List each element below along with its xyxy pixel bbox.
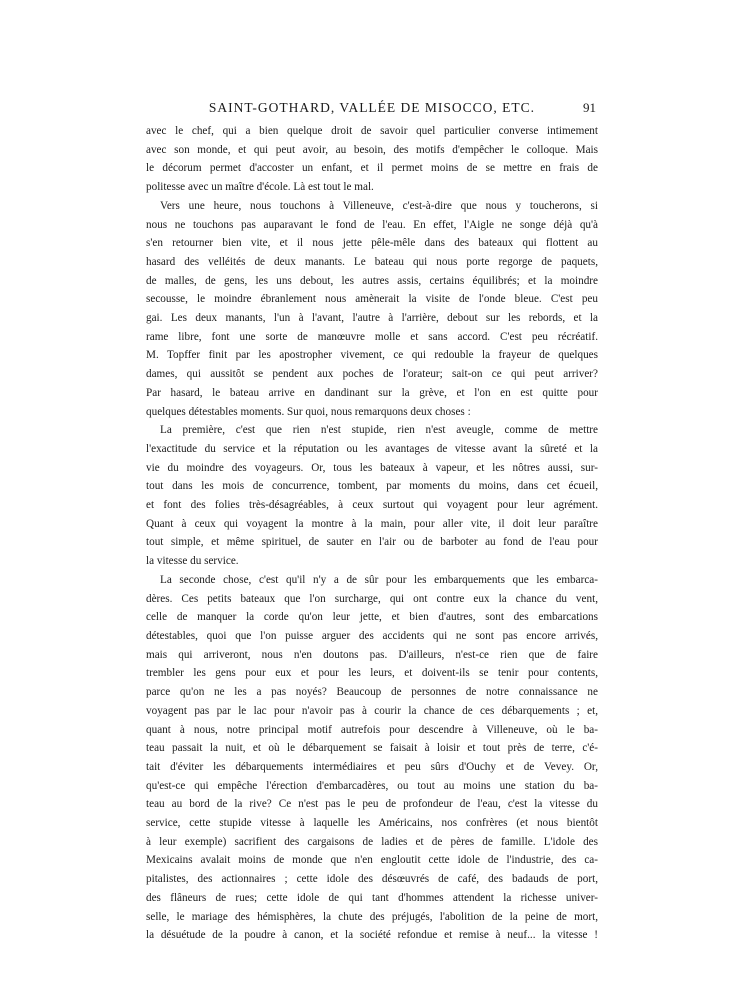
text-line: selle, le mariage des hémisphères, la chute des préjugés, l'abolition de la peine de mort, [146,910,598,923]
text-line: tout dans les mois de concurrence, tombent, par moments du moins, dans cet écueil, [146,480,598,493]
text-line: politesse avec un maître d'école. Là est tout le mal. [146,181,374,194]
text-line: teau au bord de la rive? Ce n'est pas le peu de profondeur de l'eau, c'est la vitesse du [146,798,598,811]
text-line: détestables, quoi que l'on puisse arguer des accidents qui ne sont pas encore arrivés, [146,629,598,642]
text-line: tout simple, et même spirituel, de sauter en l'air ou de barboter au fond de l'eau pour [146,536,598,549]
text-line: celle de manquer la corde qu'on leur jette, et bien d'autres, sont des embarcations [146,611,598,624]
text-line: parce qu'on ne les a pas noyés? Beaucoup de personnes de notre connaissance ne [146,686,598,699]
running-head-title: SAINT-GOTHARD, VALLÉE DE MISOCCO, ETC. [208,100,536,115]
text-line: avec le chef, qui a bien quelque droit de savoir quel particulier converse intimement [146,125,598,137]
text-line: l'exactitude du service et la réputation ou les avantages de vitesse avant la sûreté et la [146,442,598,455]
text-line: Vers une heure, nous touchons à Villeneuve, c'est-à-dire que nous y toucherons, si [160,199,598,212]
text-line: mais qui arriveront, nous n'en doutons pas. D'ailleurs, n'est-ce rien que de faire [146,648,598,661]
text-line: secousse, le moindre ébranlement nous amènerait la visite de l'onde bleue. C'est peu [146,293,598,306]
text-line: dames, qui aussitôt se pendent aux poches de l'orateur; sait-on ce qui peut arriver? [146,368,598,381]
text-line: nous ne touchons pas auparavant le fond de l'eau. En effet, l'Aigle ne songe déjà qu'à [146,218,598,231]
text-line: le décorum permet d'accoster un enfant, et il permet moins de se mettre en frais de [146,162,598,175]
text-line: service, cette stupide vitesse à laquelle les Américains, nos confrères (et nous bientôt [146,817,598,830]
text-line: avec son monde, et qui peut avoir, au besoin, des motifs d'empêcher le colloque. Mais [146,143,598,156]
text-line: pitalistes, des actionnaires ; cette idole des désœuvrés de café, des badauds de port, [146,873,598,886]
text-line: trembler les gens pour eux et pour les leurs, et doivent-ils se tenir pour contents, [146,667,598,680]
text-line: qu'est-ce qui empêche l'érection d'embarcadères, ou tout au moins une station du ba- [146,779,598,792]
text-line: quelques détestables moments. Sur quoi, nous remarquons deux choses : [146,405,471,418]
text-line: de malles, de gens, les uns debout, les autres assis, certains équilibrés; et la moindre [146,274,598,287]
text-line: hasard des velléités de deux manants. Le bateau qui nous porte regorge de paquets, [146,255,598,268]
text-line: Mexicains avalait moins de monde que n'en engloutit cette idole de l'industrie, des ca- [146,854,598,867]
body-text [146,122,598,945]
text-line: teau passait la nuit, et où le débarquement se faisait à loisir et tout près de terre, c'é- [146,742,598,755]
text-line: la vitesse du service. [146,555,239,568]
text-line: tait d'éviter les débarquements intermédiaires et peu sûrs d'Ouchy et de Vevey. Or, [146,760,598,773]
text-line: à leur exemple) sacrifient des cargaisons de ladies et de pères de famille. L'idole des [146,835,598,848]
text-line: Quant à ceux qui voyagent la montre à la main, pour aller vite, il doit leur paraître [146,517,598,530]
running-head [146,98,598,118]
text-line: gai. Les deux manants, l'un à l'avant, l'autre à l'arrière, debout sur les rebords, et la [146,312,598,325]
text-line: dères. Ces petits bateaux que l'on surcharge, qui ont contre eux la chance du vent, [146,592,598,605]
text-line: Par hasard, le bateau arrive en dandinant sur la grève, et l'on en est quitte pour [146,386,598,399]
text-line: voyagent pas par le lac pour n'avoir pas à courir la chance de ces débarquements ; et, [146,704,598,717]
text-line: des flâneurs de rues; cette idole de qui tant d'hommes attendent la richesse univer- [146,891,598,904]
book-page [146,98,598,945]
text-line: La seconde chose, c'est qu'il n'y a de sûr pour les embarquements que les embarca- [160,573,598,586]
page-number: 91 [583,100,596,115]
text-line: rame libre, font une sorte de manœuvre molle et sans accord. C'est peu récréatif. [146,330,598,343]
text-line: s'en retourner bien vite, et il nous jette pêle-mêle dans des bateaux qui flottent au [146,237,598,250]
text-line: vie du moindre des voyageurs. Or, tous les bateaux à vapeur, et les nôtres aussi, sur- [146,461,598,474]
text-line: la désuétude de la poudre à canon, et la société refondue et remise à neuf... la vitesse ! [146,929,598,942]
text-line: La première, c'est que rien n'est stupide, rien n'est aveugle, comme de mettre [160,424,598,437]
text-line: M. Topffer finit par les apostropher vivement, ce qui redouble la frayeur de quelques [146,349,598,362]
text-line: quant à nous, notre principal motif autrefois pour descendre à Villeneuve, où le ba- [146,723,598,736]
text-line: et font des folies très-désagréables, à ceux surtout qui voyagent pour leur agrément. [146,499,598,512]
